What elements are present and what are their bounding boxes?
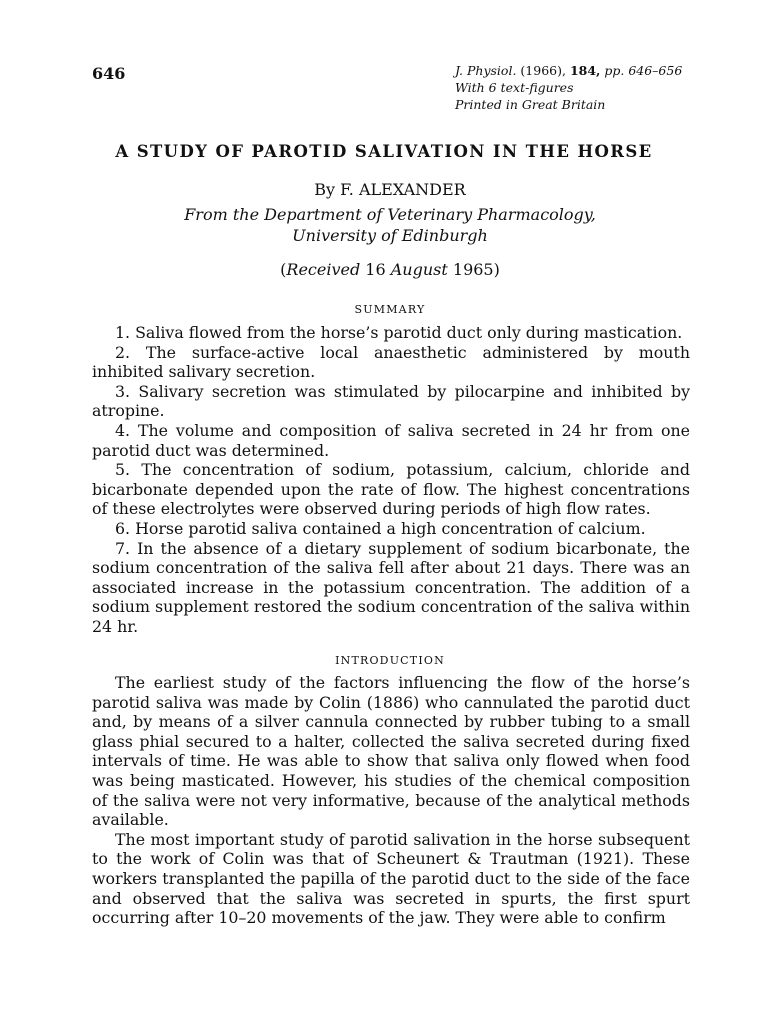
printed-note: Printed in Great Britain bbox=[455, 97, 606, 112]
summary-item: 4. The volume and composition of saliva secreted in 24 hr from one parotid duct was determined. bbox=[92, 420, 690, 460]
journal-year: (1966), bbox=[520, 63, 566, 78]
received-year: 1965 bbox=[452, 260, 494, 279]
journal-pages: pp. 646–656 bbox=[604, 63, 683, 78]
summary-item: 5. The concentration of sodium, potassium, calcium, chloride and bicarbonate depended upon the rate of flow. The highest concentrations of these electrolytes were observed during periods of high flow rates. bbox=[92, 460, 690, 519]
affiliation bbox=[0, 204, 768, 246]
affiliation-line: University of Edinburgh bbox=[292, 226, 488, 245]
intro-paragraph: The most important study of parotid salivation in the horse subsequent to the work of Colin was that of Scheunert & Trautman (1921). These workers transplanted the papilla of the parotid duct to the side of the face and observed that the saliva was secreted in spurts, the first spurt occurring after 10–20 movements of the jaw. They were able to confirm bbox=[92, 829, 690, 928]
article-title: A STUDY OF PAROTID SALIVATION IN THE HORSE bbox=[115, 142, 653, 161]
intro-paragraph: The earliest study of the factors influencing the flow of the horse’s parotid saliva was made by Colin (1886) who cannulated the parotid duct and, by means of a silver cannula connected by rubber tubing to a small glass phial secured to a halter, collected the saliva secreted during fixed intervals of time. He was able to show that saliva only flowed when food was being masticated. However, his studies of the chemical composition of the saliva were not very informative, because of the analytical methods available. bbox=[92, 673, 690, 830]
byline bbox=[0, 180, 768, 199]
author-name: F. ALEXANDER bbox=[340, 180, 466, 199]
citation-line bbox=[455, 62, 682, 79]
summary-item: 7. In the absence of a dietary supplement of sodium bicarbonate, the sodium concentration of the saliva fell after about 21 days. There was an associated increase in the potassium concentration. The addition of a sodium supplement restored the sodium concentration of the saliva within 24 hr. bbox=[92, 538, 690, 636]
figures-note: With 6 text-figures bbox=[455, 80, 574, 95]
summary-list bbox=[92, 323, 690, 637]
introduction-text bbox=[92, 673, 690, 928]
received-label: Received bbox=[286, 260, 361, 279]
journal-citation bbox=[455, 62, 682, 113]
summary-item: 1. Saliva flowed from the horse’s parotid duct only during mastication. bbox=[115, 323, 683, 342]
summary-item: 6. Horse parotid saliva contained a high concentration of calcium. bbox=[115, 518, 646, 538]
received-day: 16 bbox=[365, 260, 386, 279]
affiliation-line: From the Department of Veterinary Pharmacology, bbox=[184, 205, 596, 224]
received-date: (Received 16 August 1965) bbox=[280, 260, 500, 279]
summary-item: 3. Salivary secretion was stimulated by pilocarpine and inhibited by atropine. bbox=[92, 381, 690, 421]
page-number: 646 bbox=[92, 64, 126, 83]
received-month: August bbox=[390, 260, 448, 279]
journal-abbrev: J. Physiol. bbox=[455, 63, 517, 78]
introduction-heading: INTRODUCTION bbox=[335, 654, 445, 667]
summary-item: 2. The surface-active local anaesthetic administered by mouth inhibited salivary secretion. bbox=[92, 342, 690, 382]
journal-volume: 184, bbox=[569, 63, 601, 78]
byline-prefix: By bbox=[314, 180, 336, 199]
summary-heading: SUMMARY bbox=[354, 303, 426, 316]
